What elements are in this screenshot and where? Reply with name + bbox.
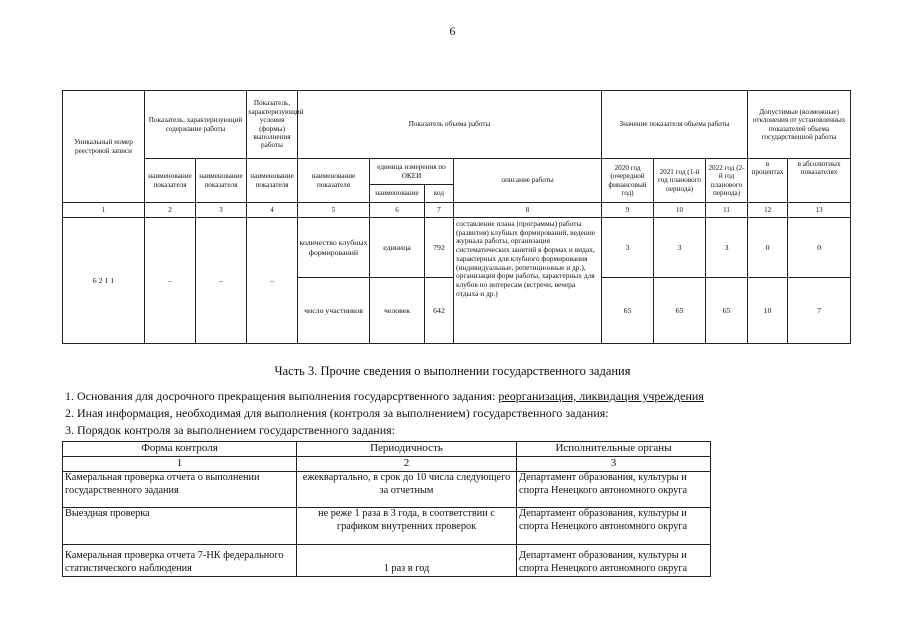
deviation-percent: 0	[748, 218, 788, 278]
value-2022: 65	[706, 278, 748, 344]
header-volume-indicator: Показатель объема работы	[298, 91, 602, 159]
work-description: составление плана (программы) работы (развития) клубных формирований, ведение журнала работы, организация систематических занятий в формах и видах, характерных для клубного формирования (индивидуальные, репетиционные и др.), организация форм работы, характерных для клубов по интересам (встречи, вечера отдыха и др.)	[454, 218, 602, 344]
item-other-info: 2. Иная информация, необходимая для выполнения (контроля за выполнением) государственного задания:	[65, 406, 609, 420]
col-number: 11	[706, 203, 748, 218]
subheader-unit: единица измерения по ОКЕИ	[370, 159, 454, 185]
control-table	[62, 441, 711, 577]
value-2020: 65	[602, 278, 654, 344]
control-form: Камеральная проверка отчета о выполнении государственного задания	[63, 471, 297, 507]
periodicity: не реже 1 раза в 3 года, в соответствии с графиком внутренних проверок	[297, 507, 517, 544]
col-number: 13	[788, 203, 851, 218]
subheader-name-1: наименование показателя	[145, 159, 196, 203]
value-2021: 65	[654, 278, 706, 344]
subheader-volume-name: наименование показателя	[298, 159, 370, 203]
subheader-unit-code: код	[425, 185, 454, 203]
subheader-unit-name: наименование	[370, 185, 425, 203]
col-number: 6	[370, 203, 425, 218]
work-volume-table	[62, 90, 851, 344]
subheader-name-2: наименование показателя	[196, 159, 247, 203]
header-unique-number: Уникальный номер реестровой записи	[63, 91, 145, 203]
col-number: 2	[145, 203, 196, 218]
col-number: 4	[247, 203, 298, 218]
header-content-indicator: Показатель, характеризующий содержание работы	[145, 91, 247, 159]
control-form: Выездная проверка	[63, 507, 297, 544]
dash-cell: –	[196, 218, 247, 344]
unit-code: 792	[425, 218, 454, 278]
col-number: 8	[454, 203, 602, 218]
dash-cell: –	[247, 218, 298, 344]
deviation-absolute: 7	[788, 278, 851, 344]
item-early-termination-label: 1. Основания для досрочного прекращения выполнения государсртвенного задания:	[65, 389, 499, 403]
table-row	[63, 218, 851, 278]
control-table-header	[63, 442, 711, 457]
value-2021: 3	[654, 218, 706, 278]
table-row	[63, 471, 711, 507]
indicator-name: количество клубных формирований	[298, 218, 370, 278]
unit-code: 642	[425, 278, 454, 344]
item-control-procedure: 3. Порядок контроля за выполнением государственного задания:	[65, 423, 395, 437]
subheader-name-3: наименование показателя	[247, 159, 298, 203]
subheader-year-2022: 2022 год (2-й год планового периода)	[706, 159, 748, 203]
col-number: 9	[602, 203, 654, 218]
periodicity: 1 раз в год	[297, 544, 517, 576]
column-numbers-row	[63, 203, 851, 218]
periodicity: ежеквартально, в срок до 10 числа следующего за отчетным	[297, 471, 517, 507]
deviation-absolute: 0	[788, 218, 851, 278]
col-number: 1	[63, 457, 297, 472]
col-number: 3	[196, 203, 247, 218]
col-number: 5	[298, 203, 370, 218]
page-number: 6	[449, 24, 456, 38]
col-number: 12	[748, 203, 788, 218]
header-periodicity: Периодичность	[297, 442, 517, 457]
subheader-year-2020: 2020 год (очередной финансовый год)	[602, 159, 654, 203]
table-row	[63, 507, 711, 544]
unit-name: единица	[370, 218, 425, 278]
control-form: Камеральная проверка отчета 7-НК федерального статистического наблюдения	[63, 544, 297, 576]
part3-title: Часть 3. Прочие сведения о выполнении государственного задания	[274, 364, 631, 378]
header-executive-bodies: Исполнительные органы	[517, 442, 711, 457]
item-early-termination	[65, 389, 704, 404]
table-row	[63, 544, 711, 576]
executive-body: Департамент образования, культуры и спорта Ненецкого автономного округа	[517, 471, 711, 507]
col-number: 2	[297, 457, 517, 472]
subheader-percent: в процентах	[748, 159, 788, 203]
subheader-absolute: в абсолютных показателях	[788, 159, 851, 203]
deviation-percent: 10	[748, 278, 788, 344]
header-conditions-indicator: Показатель, характеризующий условия (формы) выполнения работы	[247, 91, 298, 159]
header-control-form: Форма контроля	[63, 442, 297, 457]
col-number: 1	[63, 203, 145, 218]
executive-body: Департамент образования, культуры и спорта Ненецкого автономного округа	[517, 507, 711, 544]
value-2020: 3	[602, 218, 654, 278]
header-volume-values: Значение показателя объема работы	[602, 91, 748, 159]
value-2022: 3	[706, 218, 748, 278]
col-number: 10	[654, 203, 706, 218]
control-table-numbers	[63, 457, 711, 472]
col-number: 3	[517, 457, 711, 472]
registry-number: 6 2 1 1	[63, 218, 145, 344]
col-number: 7	[425, 203, 454, 218]
header-allowed-deviation: Допустимые (возможные) отклонения от установленных показателей объема государственной работы	[748, 91, 851, 159]
unit-name: человек	[370, 278, 425, 344]
item-early-termination-value: реорганизация, ликвидация учреждения	[498, 389, 704, 403]
dash-cell: –	[145, 218, 196, 344]
executive-body: Департамент образования, культуры и спорта Ненецкого автономного округа	[517, 544, 711, 576]
subheader-description: описание работы	[454, 159, 602, 203]
indicator-name: число участников	[298, 278, 370, 344]
subheader-year-2021: 2021 год (1-й год планового периода)	[654, 159, 706, 203]
